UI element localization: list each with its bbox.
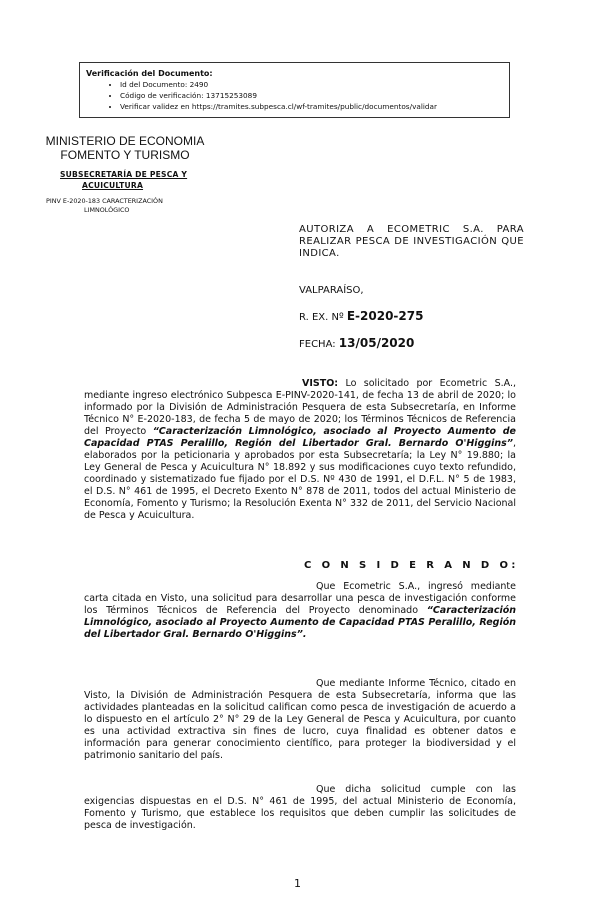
verification-box: [79, 62, 510, 118]
ministry-name: [40, 134, 210, 162]
visto-label: VISTO:: [302, 378, 339, 389]
considerando-heading: C O N S I D E R A N D O:: [304, 560, 519, 571]
page-number: 1: [294, 877, 301, 890]
considerando-paragraph-2: Que mediante Informe Técnico, citado en Visto, la División de Administración Pesquera de esta Subsecretaría, informa que las actividades planteadas en la solicitud califican como pesca de investigación de acuerdo a lo dispuesto en el artículo 2° N° 29 de la Ley General de Pesca y Acuicultura, por cuanto es una actividad extractiva sin fines de lucro, cuya finalidad es obtener datos e información para generar conocimiento científico, para proteger la biodiversidad y el patrimonio sanitario del país.: [84, 678, 516, 761]
considerando-1-project: “Caracterización Limnológico, asociado al Proyecto Aumento de Capacidad PTAS Peralillo, Región del Libertador Gral. Bernardo O'Higgins”.: [84, 605, 516, 640]
considerando-1-text: Que Ecometric S.A., ingresó mediante carta citada en Visto, una solicitud para desarrollar una pesca de investigación conforme los Términos Técnicos de Referencia del Proyecto denominado: [84, 581, 516, 616]
resolution-subject: AUTORIZA A ECOMETRIC S.A. PARA REALIZAR PESCA DE INVESTIGACIÓN QUE INDICA.: [299, 224, 524, 259]
subsecretaria-name: [60, 169, 210, 191]
date-label: FECHA:: [299, 339, 339, 350]
ministry-line-2: FOMENTO Y TURISMO: [60, 148, 190, 162]
verification-code: • Código de verificación: 13715253089: [120, 90, 509, 101]
resolution-number: [299, 309, 423, 323]
considerando-paragraph-3: Que dicha solicitud cumple con las exigencias dispuestas en el D.S. N° 461 de 1995, del actual Ministerio de Economía, Fomento y Turismo, que establece los requisitos que deben cumplir las solicitudes de pesca de investigación.: [84, 784, 516, 831]
visto-paragraph: [84, 378, 516, 522]
verification-id: • Id del Documento: 2490: [120, 79, 509, 90]
visto-text-b: , elaborados por la peticionaria y aprobados por esta Subsecretaría; la Ley N° 19.880; la Ley General de Pesca y Acuicultura N° 18.892 y sus modificaciones cuyo texto refundido, coordinado y sistematizado fue fijado por el D.S. Nº 430 de 1991, el D.F.L. N° 5 de 1983, el D.S. N° 461 de 1995, el Decreto Exento N° 878 de 2011, todos del actual Ministerio de Economía, Fomento y Turismo; la Resolución Exenta N° 332 de 2011, del Servicio Nacional de Pesca y Acuicultura.: [84, 438, 516, 521]
reference-line-2: LIMNOLÓGICO: [84, 206, 130, 214]
reference-code: [46, 197, 163, 215]
resolution-date: [299, 336, 414, 350]
considerando-paragraph-1: [84, 581, 516, 641]
rex-label: R. EX. Nº: [299, 312, 347, 323]
subsec-line-2: ACUICULTURA: [82, 181, 144, 190]
date-value: 13/05/2020: [338, 336, 415, 350]
subsec-line-1: SUBSECRETARÍA DE PESCA Y: [60, 170, 188, 179]
visto-project-name: “Caracterización Limnológico, asociado al Proyecto Aumento de Capacidad PTAS Peralillo, Región del Libertador Gral. Bernardo O'Higgins”: [84, 426, 517, 449]
verification-title: Verificación del Documento:: [86, 69, 213, 78]
rex-value: E-2020-275: [346, 309, 424, 323]
ministry-line-1: MINISTERIO DE ECONOMIA: [45, 134, 205, 148]
visto-text-a: Lo solicitado por Ecometric S.A., mediante ingreso electrónico Subpesca E-PINV-2020-141, de fecha 13 de abril de 2020; lo informado por la División de Administración Pesquera de esta Subsecretaría, en Informe Técnico N° E-2020-183, de fecha 5 de mayo de 2020; los Términos Técnicos de Referencia del Proyecto: [84, 378, 516, 437]
reference-line-1: PINV E-2020-183 CARACTERIZACIÓN: [46, 197, 163, 205]
verification-list: [86, 79, 509, 112]
place: VALPARAÍSO,: [299, 285, 364, 296]
verification-url[interactable]: • Verificar validez en https://tramites.subpesca.cl/wf-tramites/public/documentos/validar: [120, 101, 509, 112]
